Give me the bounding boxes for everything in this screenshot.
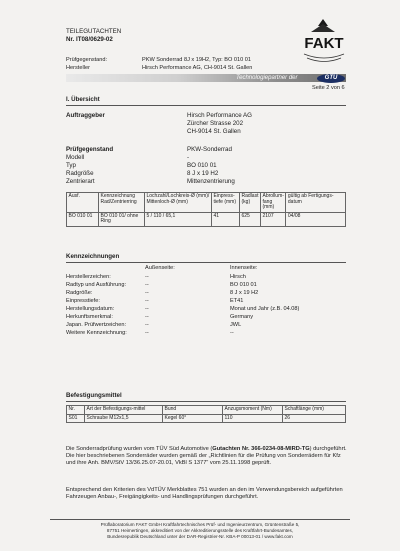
table-cell: 625 — [240, 212, 261, 226]
marking-inner-value: Monat und Jahr (z.B. 04.08) — [230, 306, 300, 312]
conformity-paragraph: Entsprechend den Kriterien des VdTÜV Merkblattes 751 wurden an den im Verwendungsbereich aufgeführten Fahrzeugen Anbau-, Freigängigkeits- und Handlingsprüfungen durchgeführt. — [66, 487, 343, 500]
marking-label: Herkunftsmerkmal: — [66, 314, 113, 320]
column-header: Lochzahl/Lochkreis-Ø (mm)/ Mittenloch-Ø (mm) — [145, 193, 212, 213]
marking-label: Herstellerzeichen: — [66, 274, 111, 280]
marking-inner-value: Germany — [230, 314, 254, 320]
gtu-badge-text: GTÜ — [324, 74, 338, 81]
label-test-object: Prüfgegenstand: — [66, 57, 108, 63]
fakt-logo — [302, 18, 346, 66]
marking-inner-value: -- — [230, 330, 234, 336]
doc-number: Nr. IT08/0629-02 — [66, 36, 113, 43]
outer-side-header: Außenseite: — [145, 265, 175, 271]
gtu-badge — [317, 74, 345, 83]
marking-outer-value: -- — [145, 306, 149, 312]
table-cell: BO 010 01 — [67, 212, 99, 226]
column-header: Nr. — [67, 406, 85, 415]
version-table-header — [67, 193, 346, 213]
divider — [66, 262, 346, 263]
test-object-heading: Prüfgegenstand — [66, 146, 114, 153]
column-header: Ausf. — [67, 193, 99, 213]
marking-outer-value: -- — [145, 314, 149, 320]
footer-line: Bundesrepublik Deutschland unter der DAR-Registrier-Nr. KBA-P 00013-01 / www.fakt.com — [107, 533, 293, 539]
table-row — [67, 414, 346, 423]
model-value: - — [187, 154, 190, 161]
table-cell: 5 / 110 / 65,1 — [145, 212, 212, 226]
divider — [66, 401, 346, 402]
marking-label: Japan. Prüfwertzeichen: — [66, 322, 127, 328]
column-header: Bund — [163, 406, 223, 415]
wheel-size-label: Radgröße — [66, 170, 94, 177]
marking-inner-value: ET41 — [230, 298, 244, 304]
paragraph-text: Die Sonderradprüfung wurden vom TÜV Süd Automotive ( — [66, 446, 213, 452]
model-label: Modell — [66, 154, 85, 161]
table-cell: 2107 — [261, 212, 286, 226]
footer-line: Prüflaboratorium FAKT GmbH Kraftfahrtechnisches Prüf- und Ingenieurzentrum, Grüntenstraße 5, — [100, 522, 300, 527]
label-manufacturer: Hersteller — [66, 65, 90, 71]
table-row — [67, 212, 346, 226]
column-header: Einpress-tiefe (mm) — [212, 193, 240, 213]
version-table — [66, 192, 346, 227]
column-header: gültig ab Fertigungs-datum — [286, 193, 346, 213]
table-cell: Kegel 60° — [163, 414, 223, 423]
footer-line: 87751 Heimertingen, akkreditiert von der Akkreditierungsstelle des Kraftfahrt-Bundesamtes, — [106, 527, 294, 533]
svg-text:FAKT: FAKT — [304, 35, 344, 52]
column-header: Kennzeichnung Rad/Zentrierring — [99, 193, 145, 213]
marking-label: Radtyp und Ausführung: — [66, 282, 127, 288]
test-description-paragraph — [66, 446, 350, 467]
marking-outer-value: -- — [145, 274, 149, 280]
marking-label: Einpresstiefe: — [66, 298, 100, 304]
fastener-title: Befestigungsmittel — [66, 392, 122, 399]
report-reference: Gutachten Nr. 366-0234-08-MIRD-TG — [212, 446, 310, 452]
column-header: Abrollum-fang (mm) — [261, 193, 286, 213]
doc-title: TEILEGUTACHTEN — [66, 28, 122, 35]
section-overview-title: I. Übersicht — [66, 96, 100, 103]
type-label: Typ — [66, 162, 76, 169]
marking-outer-value: -- — [145, 282, 149, 288]
partner-banner — [66, 74, 346, 82]
table-cell: 26 — [283, 414, 346, 423]
centering-value: Mittenzentrierung — [187, 178, 235, 185]
marking-outer-value: -- — [145, 330, 149, 336]
client-heading: Auftraggeber — [66, 112, 105, 119]
client-line-2: Zürcher Strasse 202 — [187, 120, 244, 127]
footer — [50, 522, 350, 539]
marking-label: Herstellungsdatum: — [66, 306, 115, 312]
partner-banner-text: Technologiepartner der — [236, 74, 298, 81]
marking-inner-value: BO 010 01 — [230, 282, 257, 288]
marking-outer-value: -- — [145, 290, 149, 296]
table-cell: S01 — [67, 414, 85, 423]
marking-label: Radgröße: — [66, 290, 93, 296]
marking-outer-value: -- — [145, 322, 149, 328]
fastener-table — [66, 405, 346, 423]
client-line-1: Hirsch Performance AG — [187, 112, 252, 119]
table-cell: 110 — [223, 414, 283, 423]
fastener-table-header — [67, 406, 346, 415]
value-manufacturer: Hirsch Performance AG, CH-9014 St. Gallen — [142, 65, 253, 71]
marking-inner-value: 8 J x 19 H2 — [230, 290, 259, 296]
test-object-value: PKW-Sonderrad — [187, 146, 232, 153]
column-header: Radlast (kg) — [240, 193, 261, 213]
column-header: Art der Befestigungs-mittel — [85, 406, 163, 415]
table-cell: 04/08 — [286, 212, 346, 226]
page-indicator: Seite 2 von 6 — [312, 85, 345, 91]
centering-label: Zentrierart — [66, 178, 95, 185]
wheel-size-value: 8 J x 19 H2 — [187, 170, 219, 177]
marking-outer-value: -- — [145, 298, 149, 304]
table-cell: BO 010 01/ ohne Ring — [99, 212, 145, 226]
divider — [66, 105, 346, 106]
column-header: Schaftlänge (mm) — [283, 406, 346, 415]
paragraph-text: ) durchgeführt. Die hier beschriebenen Sonderräder wurden gemäß der „Richtlinien für die Prüfung von Sonderrädern für Kfz und ihre Anh. BMV/StV 13/36.25.07-20.01, VkBl S 1377“ vom 25.11.1998 geprüft. — [66, 446, 347, 466]
table-cell: Schraube M12x1,5 — [85, 414, 163, 423]
column-header: Anzugsmoment (Nm) — [223, 406, 283, 415]
markings-title: Kennzeichnungen — [66, 253, 120, 260]
marking-label: Weitere Kennzeichnung: — [66, 330, 127, 336]
fakt-logo-icon — [302, 18, 346, 66]
value-test-object: PKW Sonderrad 8J x 19H2, Typ: BO 010 01 — [142, 57, 252, 63]
type-value: BO 010 01 — [187, 162, 217, 169]
client-line-3: CH-9014 St. Gallen — [187, 128, 241, 135]
table-cell: 41 — [212, 212, 240, 226]
inner-side-header: Innenseite: — [230, 265, 258, 271]
marking-inner-value: JWL — [230, 322, 242, 328]
footer-divider — [50, 519, 350, 520]
marking-inner-value: Hirsch — [230, 274, 246, 280]
